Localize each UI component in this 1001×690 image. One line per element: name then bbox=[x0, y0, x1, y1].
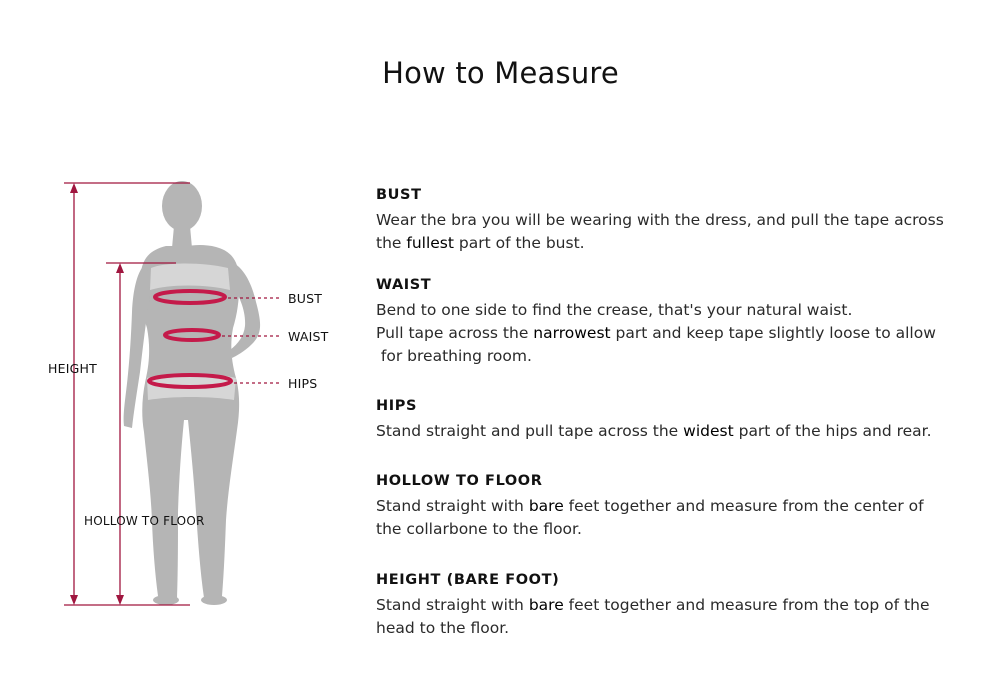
waist-heading: WAIST bbox=[376, 277, 432, 293]
hollow-line-1 bbox=[376, 495, 991, 518]
waist-line-1: Bend to one side to find the crease, that's your natural waist. bbox=[376, 301, 853, 319]
neck-shape bbox=[172, 226, 192, 248]
hollow-section bbox=[376, 473, 991, 541]
bust-section bbox=[376, 187, 991, 255]
hips-section bbox=[376, 398, 991, 443]
head-shape bbox=[162, 181, 202, 231]
keyword-bare: bare bbox=[528, 497, 564, 515]
keyword-widest: widest bbox=[683, 422, 734, 440]
left-foot-shape bbox=[153, 595, 179, 605]
text-span: Stand straight and pull tape across the bbox=[376, 422, 684, 440]
text-span: part of the hips and rear. bbox=[733, 422, 932, 440]
hollow-line-2: the collarbone to the floor. bbox=[376, 520, 582, 538]
height-label: HEIGHT bbox=[48, 361, 97, 376]
height-arrow-top-icon bbox=[70, 183, 78, 193]
height-line-2: head to the floor. bbox=[376, 619, 510, 637]
hips-heading: HIPS bbox=[376, 398, 418, 414]
hollow-arrow-bottom-icon bbox=[116, 595, 124, 605]
hips-label: HIPS bbox=[288, 376, 318, 391]
waist-line-2 bbox=[376, 322, 991, 345]
bust-line-2 bbox=[376, 232, 991, 255]
text-span: feet together and measure from the center of bbox=[563, 497, 924, 515]
keyword-fullest: fullest bbox=[406, 234, 454, 252]
bust-line-1: Wear the bra you will be wearing with the dress, and pull the tape across bbox=[376, 211, 944, 229]
hollow-arrow-top-icon bbox=[116, 263, 124, 273]
text-span: the bbox=[376, 234, 407, 252]
text-span: part of the bust. bbox=[453, 234, 585, 252]
keyword-narrowest: narrowest bbox=[533, 324, 611, 342]
bust-label: BUST bbox=[288, 291, 323, 306]
text-span: Stand straight with bbox=[376, 497, 529, 515]
text-span: Stand straight with bbox=[376, 596, 529, 614]
bust-heading: BUST bbox=[376, 187, 422, 203]
height-line-1 bbox=[376, 594, 991, 617]
text-span: part and keep tape slightly loose to allow bbox=[610, 324, 936, 342]
waist-label: WAIST bbox=[288, 329, 329, 344]
height-heading: HEIGHT (BARE FOOT) bbox=[376, 572, 560, 588]
text-span: feet together and measure from the top of the bbox=[563, 596, 930, 614]
hollow-label: HOLLOW TO FLOOR bbox=[84, 514, 205, 528]
keyword-bare: bare bbox=[528, 596, 564, 614]
height-arrow-bottom-icon bbox=[70, 595, 78, 605]
text-span: Pull tape across the bbox=[376, 324, 534, 342]
hollow-heading: HOLLOW TO FLOOR bbox=[376, 473, 543, 489]
hips-line-1 bbox=[376, 420, 991, 443]
height-section bbox=[376, 572, 991, 640]
waist-section bbox=[376, 277, 991, 368]
page-title: How to Measure bbox=[382, 56, 619, 90]
waist-line-3: for breathing room. bbox=[376, 347, 532, 365]
right-foot-shape bbox=[201, 595, 227, 605]
